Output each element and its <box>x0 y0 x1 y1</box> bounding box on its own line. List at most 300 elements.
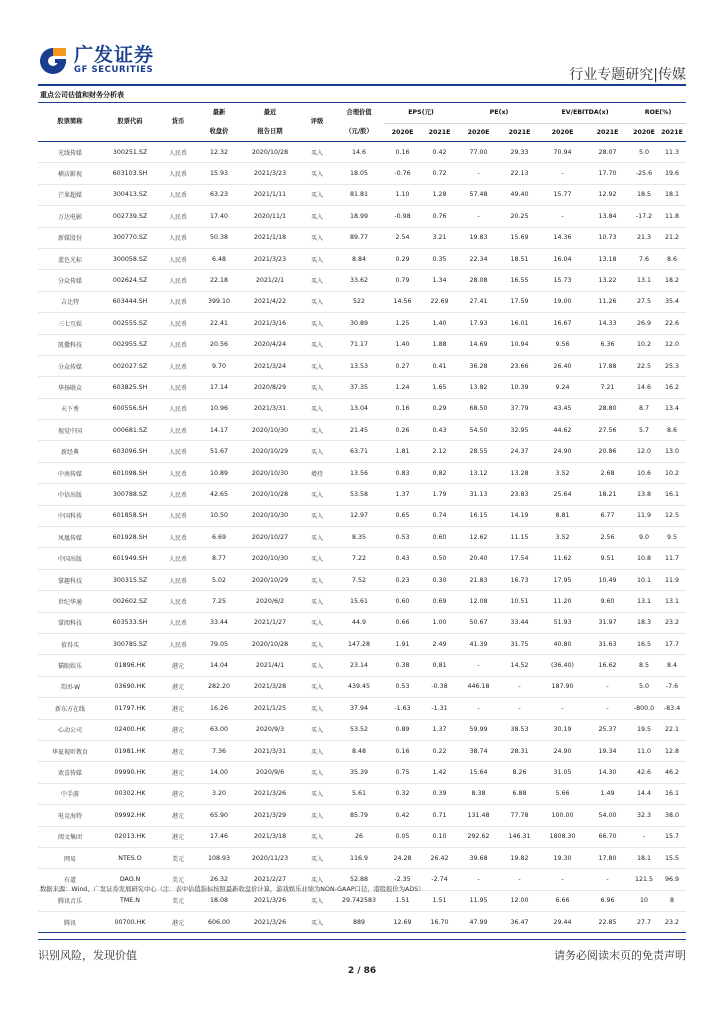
cell-stock-code: 01981.HK <box>114 747 146 755</box>
cell-fair-value: 13.04 <box>349 405 369 413</box>
cell-pe-2020e: - <box>477 212 480 220</box>
cell-rating: 买入 <box>310 663 323 671</box>
cell-close-price: 42.65 <box>209 490 229 498</box>
table-row <box>38 163 686 184</box>
cell-rating: 买入 <box>310 770 323 778</box>
table-row <box>38 569 686 590</box>
cell-stock-code: 01797.HK <box>114 704 146 712</box>
cell-roe-2020e: 16.5 <box>637 640 652 648</box>
cell-eps-2021e: 0.82 <box>432 469 447 477</box>
cell-fair-value: 29.742583 <box>341 897 377 905</box>
table-row <box>38 484 686 505</box>
cell-roe-2020e: 11.0 <box>637 747 652 755</box>
table-row <box>38 398 686 419</box>
cell-close-price: 10.89 <box>209 469 229 477</box>
cell-eps-2021e: 0.50 <box>432 555 447 563</box>
cell-fair-value: 13.53 <box>349 362 369 370</box>
cell-currency: 美元 <box>171 876 184 884</box>
cell-stock-name: 分众传媒 <box>57 363 82 371</box>
cell-roe-2021e: -83.4 <box>663 704 681 712</box>
table-header <box>38 103 686 142</box>
cell-report-date: 2021/3/26 <box>253 790 287 798</box>
cell-pe-2021e: 14.19 <box>510 512 529 520</box>
cell-rating: 买入 <box>310 427 323 435</box>
cell-ev-ebitda-2021e: 1.49 <box>600 790 615 798</box>
cell-fair-value: 26 <box>354 833 363 841</box>
cell-report-date: 2021/3/28 <box>253 683 287 691</box>
cell-rating: 买入 <box>310 812 323 820</box>
cell-fair-value: 15.61 <box>349 597 369 605</box>
cell-rating: 买入 <box>310 748 323 756</box>
cell-ev-ebitda-2021e: 54.00 <box>598 811 617 819</box>
cell-pe-2020e: 17.93 <box>469 319 488 327</box>
cell-rating: 买入 <box>310 876 323 884</box>
cell-ev-ebitda-2020e: 5.66 <box>555 790 570 798</box>
cell-stock-code: DAO.N <box>119 875 141 883</box>
cell-currency: 港元 <box>171 834 184 842</box>
col-header-eps: EPS(元) <box>384 103 458 124</box>
cell-currency: 人民币 <box>168 534 187 542</box>
cell-roe-2021e: 46.2 <box>665 769 680 777</box>
cell-fair-value: 5.61 <box>351 790 367 798</box>
cell-roe-2021e: 16.1 <box>665 790 680 798</box>
col-header-fair-value: 合理价值 <box>346 109 372 117</box>
cell-ev-ebitda-2021e: - <box>606 875 609 883</box>
cell-report-date: 2020/11/1 <box>253 212 287 220</box>
cell-stock-name: 分众传媒 <box>57 278 82 286</box>
cell-stock-name: 阅文集团 <box>57 834 82 842</box>
cell-currency: 港元 <box>171 791 184 799</box>
cell-close-price: 50.38 <box>209 234 229 242</box>
cell-eps-2021e: 0.42 <box>432 148 447 156</box>
cell-stock-name: 中国科传 <box>57 513 82 521</box>
cell-pe-2020e: 13.12 <box>469 469 488 477</box>
table-row <box>38 527 686 548</box>
cell-pe-2021e: 29.33 <box>510 148 529 156</box>
cell-pe-2021e: 15.69 <box>510 234 529 242</box>
cell-currency: 人民币 <box>168 235 187 243</box>
cell-ev-ebitda-2020e: - <box>561 170 564 178</box>
cell-roe-2021e: 13.0 <box>665 448 680 456</box>
cell-pe-2020e: 41.39 <box>469 640 488 648</box>
cell-currency: 人民币 <box>168 470 187 478</box>
cell-ev-ebitda-2021e: 6.96 <box>600 897 615 905</box>
cell-ev-ebitda-2021e: 27.56 <box>598 426 617 434</box>
cell-rating: 买入 <box>310 256 323 264</box>
cell-ev-ebitda-2020e: 3.52 <box>555 469 570 477</box>
cell-pe-2021e: 19.82 <box>510 854 529 862</box>
cell-stock-code: 603096.SH <box>112 448 148 456</box>
cell-stock-code: 00302.HK <box>114 790 146 798</box>
cell-pe-2021e: 6.88 <box>512 790 527 798</box>
cell-pe-2021e: - <box>518 704 521 712</box>
cell-roe-2020e: 27.7 <box>637 918 652 926</box>
cell-report-date: 2021/1/27 <box>253 619 287 627</box>
cell-pe-2020e: 12.08 <box>469 597 488 605</box>
cell-stock-code: 002555.SZ <box>112 319 148 327</box>
footer-divider <box>38 939 686 940</box>
cell-roe-2021e: 18.1 <box>665 191 680 199</box>
cell-ev-ebitda-2021e: 14.30 <box>598 769 617 777</box>
cell-pe-2020e: 292.62 <box>467 833 490 841</box>
cell-roe-2020e: 5.7 <box>639 426 650 434</box>
cell-rating: 买入 <box>310 641 323 649</box>
cell-eps-2021e: -0.38 <box>431 683 448 691</box>
cell-currency: 港元 <box>171 770 184 778</box>
cell-roe-2021e: 38.0 <box>665 811 680 819</box>
cell-close-price: 26.32 <box>209 875 229 883</box>
cell-ev-ebitda-2021e: 16.62 <box>598 662 617 670</box>
cell-pe-2020e: 77.00 <box>469 148 488 156</box>
cell-roe-2021e: 8.6 <box>667 426 678 434</box>
cell-stock-code: 002739.SZ <box>112 212 148 220</box>
cell-roe-2021e: 19.6 <box>665 170 680 178</box>
table-row <box>38 548 686 569</box>
cell-pe-2021e: 38.53 <box>510 726 529 734</box>
cell-stock-name: 光线传媒 <box>57 149 82 157</box>
cell-pe-2021e: 11.15 <box>510 533 529 541</box>
cell-roe-2020e: 11.9 <box>637 512 652 520</box>
cell-eps-2020e: 0.89 <box>395 726 410 734</box>
cell-fair-value: 71.17 <box>349 341 369 349</box>
cell-roe-2020e: 10.2 <box>637 341 652 349</box>
cell-report-date: 2020/11/23 <box>251 854 289 862</box>
cell-close-price: 14.17 <box>209 426 229 434</box>
cell-eps-2021e: 1.34 <box>432 277 447 285</box>
cell-ev-ebitda-2021e: 10.73 <box>598 234 617 242</box>
cell-pe-2021e: 37.79 <box>510 405 529 413</box>
cell-eps-2020e: 0.16 <box>395 148 410 156</box>
cell-eps-2020e: 1.51 <box>395 897 410 905</box>
cell-pe-2020e: 28.08 <box>469 277 488 285</box>
cell-stock-name: 心动公司 <box>57 727 82 735</box>
valuation-table <box>38 102 686 933</box>
cell-roe-2021e: 23.2 <box>665 619 680 627</box>
cell-close-price: 65.90 <box>209 811 229 819</box>
col-header-eps-2020e: 2020E <box>391 128 414 136</box>
cell-ev-ebitda-2021e: 11.26 <box>598 298 617 306</box>
cell-eps-2020e: 0.26 <box>395 426 410 434</box>
cell-ev-ebitda-2021e: 14.33 <box>598 319 617 327</box>
cell-fair-value: 14.6 <box>351 148 367 156</box>
cell-pe-2021e: 10.51 <box>510 597 529 605</box>
cell-eps-2020e: 0.66 <box>395 619 410 627</box>
cell-eps-2021e: 0.22 <box>432 747 447 755</box>
cell-roe-2020e: 32.3 <box>637 811 652 819</box>
cell-close-price: 8.77 <box>211 555 227 563</box>
cell-eps-2021e: 1.40 <box>432 319 447 327</box>
cell-ev-ebitda-2020e: - <box>561 704 564 712</box>
cell-report-date: 2020/9/6 <box>255 769 285 777</box>
cell-stock-code: 300770.SZ <box>112 234 148 242</box>
cell-pe-2020e: 28.55 <box>469 448 488 456</box>
cell-rating: 买入 <box>310 556 323 564</box>
cell-pe-2020e: 446.18 <box>467 683 490 691</box>
cell-fair-value: 63.71 <box>349 448 369 456</box>
cell-close-price: 606.00 <box>207 918 231 926</box>
cell-ev-ebitda-2021e: 17.70 <box>598 170 617 178</box>
cell-ev-ebitda-2020e: 24.90 <box>553 448 572 456</box>
cell-stock-code: 000681.SZ <box>112 426 148 434</box>
cell-roe-2020e: -17.2 <box>635 212 653 220</box>
cell-pe-2021e: 23.83 <box>510 490 529 498</box>
cell-rating: 买入 <box>310 149 323 157</box>
cell-stock-name: 凯撒科技 <box>57 342 82 350</box>
cell-ev-ebitda-2020e: 26.40 <box>553 362 572 370</box>
cell-pe-2020e: 68.50 <box>469 405 488 413</box>
cell-report-date: 2020/10/28 <box>251 640 289 648</box>
cell-roe-2021e: 11.9 <box>665 576 680 584</box>
cell-eps-2021e: 1.88 <box>432 341 447 349</box>
cell-stock-code: 603103.SH <box>112 170 148 178</box>
cell-roe-2021e: 11.3 <box>665 148 680 156</box>
cell-pe-2021e: 23.66 <box>510 362 529 370</box>
cell-pe-2021e: 36.47 <box>510 918 529 926</box>
cell-currency: 港元 <box>171 812 184 820</box>
cell-ev-ebitda-2020e: 8.81 <box>555 512 570 520</box>
cell-rating: 买入 <box>310 598 323 606</box>
cell-ev-ebitda-2020e: 11.62 <box>553 555 572 563</box>
cell-fair-value: 889 <box>352 918 366 926</box>
table-row <box>38 334 686 355</box>
cell-rating: 买入 <box>310 192 323 200</box>
cell-pe-2021e: 16.73 <box>510 576 529 584</box>
cell-ev-ebitda-2021e: 25.37 <box>598 726 617 734</box>
cell-pe-2021e: - <box>518 875 521 883</box>
cell-pe-2020e: 11.95 <box>469 897 488 905</box>
cell-currency: 港元 <box>171 663 184 671</box>
cell-stock-name: 新媒股份 <box>57 235 82 243</box>
cell-report-date: 2021/1/11 <box>253 191 287 199</box>
cell-eps-2021e: 0.43 <box>432 426 447 434</box>
cell-fair-value: 23.14 <box>349 662 369 670</box>
cell-ev-ebitda-2021e: 9.51 <box>600 555 615 563</box>
cell-report-date: 2021/1/25 <box>253 704 287 712</box>
cell-currency: 人民币 <box>168 384 187 392</box>
cell-ev-ebitda-2021e: 31.97 <box>598 619 617 627</box>
cell-currency: 美元 <box>171 855 184 863</box>
table-row <box>38 462 686 483</box>
cell-stock-code: 603533.SH <box>112 619 148 627</box>
cell-ev-ebitda-2021e: 2.56 <box>600 533 615 541</box>
cell-fair-value: 30.89 <box>349 319 369 327</box>
cell-roe-2021e: 96.9 <box>665 875 680 883</box>
cell-rating: 买入 <box>310 491 323 499</box>
cell-close-price: 51.67 <box>209 448 229 456</box>
cell-roe-2021e: 12.0 <box>665 341 680 349</box>
cell-stock-name: 视觉中国 <box>57 427 82 435</box>
cell-eps-2020e: 2.54 <box>395 234 410 242</box>
cell-currency: 人民币 <box>168 641 187 649</box>
cell-stock-name: 吉比特 <box>60 299 79 307</box>
cell-currency: 人民币 <box>168 299 187 307</box>
cell-eps-2021e: 0.60 <box>432 533 447 541</box>
cell-stock-name: 猫眼娱乐 <box>57 663 82 671</box>
cell-ev-ebitda-2020e: 6.66 <box>555 897 570 905</box>
table-row <box>38 890 686 911</box>
cell-roe-2020e: 7.6 <box>639 255 650 263</box>
cell-close-price: 3.20 <box>211 790 227 798</box>
cell-eps-2021e: -2.74 <box>431 875 448 883</box>
table-row <box>38 912 686 933</box>
cell-ev-ebitda-2020e: - <box>561 212 564 220</box>
cell-ev-ebitda-2021e: 17.88 <box>598 362 617 370</box>
footer-disclaimer-note: 请务必阅读末页的免责声明 <box>554 949 686 962</box>
cell-eps-2021e: 0.35 <box>432 255 447 263</box>
cell-pe-2021e: 12.00 <box>510 897 529 905</box>
cell-currency: 人民币 <box>168 320 187 328</box>
cell-fair-value: 33.62 <box>349 277 369 285</box>
cell-stock-name: 中南传媒 <box>57 470 82 478</box>
cell-stock-name: 天下秀 <box>60 406 79 414</box>
cell-report-date: 2021/3/23 <box>253 255 287 263</box>
cell-close-price: 63.23 <box>209 191 229 199</box>
cell-report-date: 2021/3/29 <box>253 811 287 819</box>
cell-eps-2021e: 1.51 <box>432 897 447 905</box>
table-row <box>38 270 686 291</box>
cell-pe-2020e: 50.67 <box>469 619 488 627</box>
section-title: 重点公司估值和财务分析表 <box>40 91 124 99</box>
cell-report-date: 2020/10/30 <box>251 555 289 563</box>
col-header-report-date: 报告日期 <box>257 128 283 136</box>
cell-close-price: 79.05 <box>209 640 229 648</box>
cell-eps-2020e: 24.28 <box>393 854 412 862</box>
cell-rating: 买入 <box>310 727 323 735</box>
cell-roe-2021e: 15.5 <box>665 854 680 862</box>
col-header-roe-2020e: 2020E <box>633 128 655 136</box>
table-row <box>38 676 686 697</box>
cell-stock-code: 300251.SZ <box>112 148 148 156</box>
cell-pe-2020e: 57.48 <box>469 191 488 199</box>
cell-roe-2021e: 18.2 <box>665 277 680 285</box>
cell-close-price: 10.96 <box>209 405 229 413</box>
table-row <box>38 740 686 761</box>
cell-ev-ebitda-2020e: 100.00 <box>551 811 574 819</box>
table-row <box>38 420 686 441</box>
cell-roe-2021e: 22.6 <box>665 319 680 327</box>
table-row <box>38 783 686 804</box>
cell-roe-2020e: 14.4 <box>637 790 652 798</box>
cell-stock-name: 蓝色光标 <box>57 256 82 264</box>
cell-report-date: 2020/10/30 <box>251 469 289 477</box>
cell-rating: 买入 <box>310 620 323 628</box>
cell-pe-2020e: 27.41 <box>469 298 488 306</box>
cell-report-date: 2020/10/30 <box>251 426 289 434</box>
cell-eps-2020e: -0.76 <box>394 170 411 178</box>
cell-report-date: 2021/4/22 <box>253 298 287 306</box>
cell-stock-code: 02013.HK <box>114 833 146 841</box>
cell-roe-2021e: 8.4 <box>667 662 678 670</box>
cell-report-date: 2020/8/29 <box>253 383 287 391</box>
cell-report-date: 2021/3/26 <box>253 918 287 926</box>
cell-close-price: 20.56 <box>209 341 229 349</box>
cell-stock-name: 新经典 <box>60 449 79 457</box>
col-header-ev-2021e: 2021E <box>596 128 619 136</box>
cell-currency: 人民币 <box>168 449 187 457</box>
cell-eps-2020e: 1.25 <box>395 319 410 327</box>
cell-roe-2021e: 22.1 <box>665 726 680 734</box>
cell-eps-2021e: 0.10 <box>432 833 447 841</box>
cell-eps-2021e: 2.49 <box>432 640 447 648</box>
cell-roe-2020e: 9.0 <box>639 533 650 541</box>
cell-roe-2021e: 23.2 <box>665 918 680 926</box>
cell-fair-value: 37.35 <box>349 383 369 391</box>
cell-roe-2020e: -800.0 <box>633 704 655 712</box>
cell-eps-2020e: 0.83 <box>395 469 410 477</box>
cell-stock-code: 02400.HK <box>114 726 146 734</box>
cell-ev-ebitda-2021e: 12.92 <box>598 191 617 199</box>
cell-roe-2021e: 9.5 <box>667 533 678 541</box>
table-row <box>38 248 686 269</box>
cell-fair-value: 44.9 <box>351 619 367 627</box>
cell-stock-code: 600556.SH <box>112 405 148 413</box>
cell-pe-2020e: 36.28 <box>469 362 488 370</box>
cell-report-date: 2020/10/28 <box>251 148 289 156</box>
cell-pe-2021e: 31.75 <box>510 640 529 648</box>
cell-currency: 人民币 <box>168 363 187 371</box>
cell-eps-2021e: 1.00 <box>432 619 447 627</box>
cell-eps-2020e: 0.23 <box>395 576 410 584</box>
cell-pe-2020e: 8.38 <box>471 790 486 798</box>
page-header <box>0 0 724 90</box>
cell-currency: 人民币 <box>168 491 187 499</box>
cell-ev-ebitda-2020e: 14.36 <box>553 234 572 242</box>
table-row <box>38 206 686 227</box>
col-header-pe-2021e: 2021E <box>508 128 531 136</box>
cell-stock-code: 002602.SZ <box>112 597 148 605</box>
cell-currency: 港元 <box>171 684 184 692</box>
cell-ev-ebitda-2020e: (36.40) <box>551 662 574 670</box>
cell-roe-2020e: 22.5 <box>637 362 652 370</box>
cell-pe-2020e: 39.68 <box>469 854 488 862</box>
cell-ev-ebitda-2021e: 13.84 <box>598 212 617 220</box>
table-row <box>38 377 686 398</box>
cell-close-price: 12.32 <box>209 148 229 156</box>
cell-roe-2021e: 35.4 <box>665 298 680 306</box>
cell-fair-value: 53.52 <box>349 726 369 734</box>
cell-stock-code: 09990.HK <box>114 769 146 777</box>
cell-rating: 买入 <box>310 299 323 307</box>
cell-ev-ebitda-2021e: 6.77 <box>600 512 615 520</box>
cell-eps-2021e: 16.70 <box>430 918 449 926</box>
cell-rating: 买入 <box>310 898 323 906</box>
cell-ev-ebitda-2020e: 9.24 <box>555 383 570 391</box>
cell-pe-2021e: 8.26 <box>512 769 527 777</box>
cell-stock-name: 华扬联众 <box>57 384 82 392</box>
cell-stock-name: 世纪华通 <box>57 598 82 606</box>
cell-stock-code: 002624.SZ <box>112 277 148 285</box>
cell-rating: 买入 <box>310 449 323 457</box>
cell-report-date: 2020/10/27 <box>251 533 289 541</box>
cell-roe-2020e: 12.0 <box>637 448 652 456</box>
cell-pe-2020e: 59.99 <box>469 726 488 734</box>
cell-pe-2021e: 17.54 <box>510 555 529 563</box>
cell-close-price: 6.48 <box>211 255 227 263</box>
cell-report-date: 2021/3/26 <box>253 897 287 905</box>
cell-stock-code: 603825.SH <box>112 383 148 391</box>
cell-stock-code: 300315.SZ <box>112 576 148 584</box>
cell-roe-2020e: 13.1 <box>637 597 652 605</box>
col-header-roe-2021e: 2021E <box>661 128 683 136</box>
cell-ev-ebitda-2020e: 29.44 <box>553 918 572 926</box>
cell-eps-2021e: 0.69 <box>432 597 447 605</box>
cell-eps-2021e: 0.29 <box>432 405 447 413</box>
cell-eps-2020e: 0.16 <box>395 405 410 413</box>
cell-stock-name: 中国出版 <box>57 556 82 564</box>
cell-eps-2020e: 1.40 <box>395 341 410 349</box>
cell-ev-ebitda-2020e: 1808.30 <box>549 833 576 841</box>
cell-ev-ebitda-2021e: 28.80 <box>598 405 617 413</box>
